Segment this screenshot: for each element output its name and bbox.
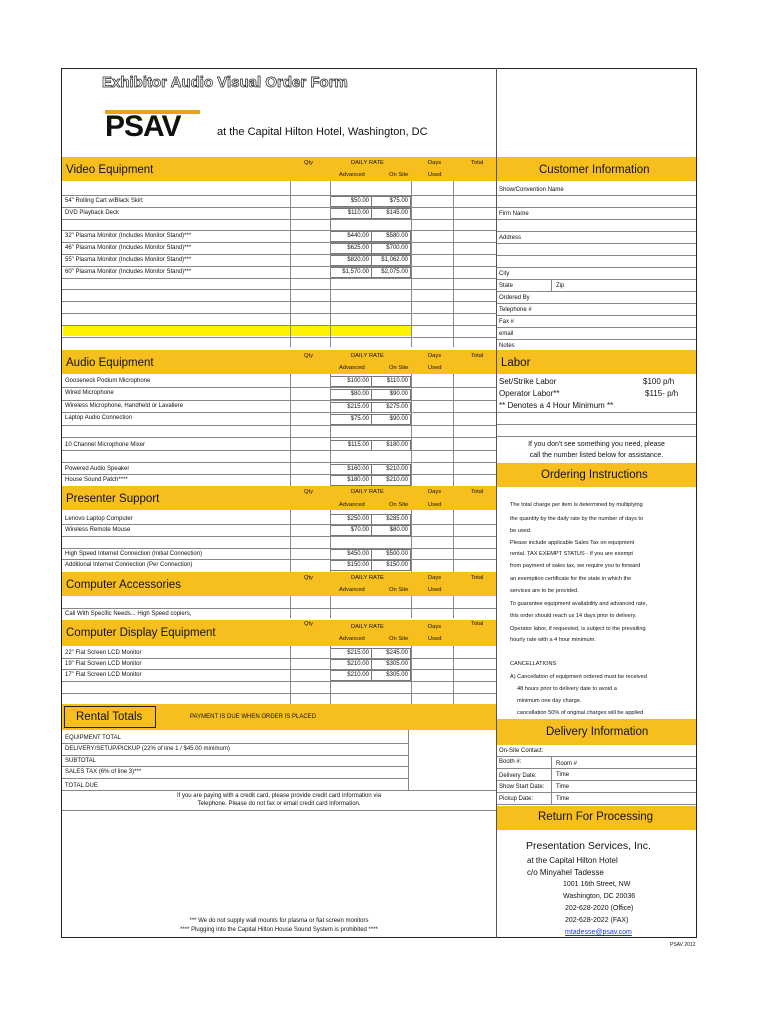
daily-rate-header: DAILY RATE [351, 624, 384, 630]
price-advanced: $210.00 [330, 670, 372, 681]
list-item: Powered Audio Speaker [65, 466, 130, 472]
list-item: 60" Plasma Monitor (Includes Monitor Stand)*** [65, 269, 192, 275]
presenter-section-title: Presenter Support [66, 493, 160, 505]
audio-section-title: Audio Equipment [66, 357, 154, 369]
daily-rate-header: DAILY RATE [351, 489, 384, 495]
field-label: City [499, 271, 510, 277]
divider [497, 327, 696, 328]
price-onsite: $145.00 [371, 208, 411, 219]
instruction-line: be used. [510, 528, 532, 534]
price-onsite: $1,062.00 [371, 255, 411, 266]
price-onsite: $245.00 [371, 648, 411, 659]
field-label: Booth #: [499, 759, 522, 765]
daily-rate-header: DAILY RATE [351, 353, 384, 359]
divider [62, 778, 408, 779]
list-item: 17" Flat Screen LCD Monitor [65, 672, 142, 678]
instruction-line: the quantity by the daily rate by the number of days to [510, 516, 644, 522]
list-item: 10 Channel Microphone Mixer [65, 442, 146, 448]
price-advanced: $180.00 [330, 475, 372, 486]
price-advanced: $215.00 [330, 648, 372, 659]
instruction-line: Operator labor, if requested, is subject to the prevailing [510, 626, 646, 632]
price-advanced: $625.00 [330, 243, 372, 254]
col-line [330, 374, 331, 486]
field-label: Address [499, 235, 522, 241]
price-onsite: $700.00 [371, 243, 411, 254]
total-line-label: EQUIPMENT TOTAL [65, 735, 121, 741]
col-line [330, 596, 331, 618]
video-section-title: Video Equipment [66, 164, 154, 176]
field-label: email [499, 331, 514, 337]
form-title: Exhibitor Audio Visual Order Form [102, 74, 348, 91]
divider [62, 658, 496, 659]
labor-note: ** Denotes a 4 Hour Minimum ** [499, 401, 614, 410]
address-line: Washington, DC 20036 [563, 893, 636, 900]
divider [497, 412, 696, 413]
divider [497, 436, 696, 437]
divider [497, 804, 696, 805]
divider [62, 437, 496, 438]
instruction-line: services are to be provided. [510, 588, 579, 594]
divider [62, 810, 496, 811]
col-line [453, 181, 454, 347]
divider [62, 755, 408, 756]
divider [497, 195, 696, 196]
price-onsite: $305.00 [371, 659, 411, 670]
used-header: Used [428, 636, 442, 642]
price-advanced: $440.00 [330, 231, 372, 242]
onsite-header: On Site [389, 172, 409, 178]
field-label: On-Site Contact: [499, 748, 544, 754]
divider [497, 267, 696, 268]
qty-header: Qty [304, 353, 314, 359]
divider [497, 255, 696, 256]
display-section-title: Computer Display Equipment [66, 627, 216, 639]
footnote: *** We do not supply wall mounts for plasma or flat screen monitors [189, 918, 369, 924]
divider [62, 219, 496, 220]
divider [62, 313, 496, 314]
price-onsite: $80.00 [371, 525, 411, 536]
days-header: Days [428, 624, 442, 630]
field-label: Firm Name [499, 211, 529, 217]
address-line: at the Capital Hilton Hotel [527, 856, 618, 865]
daily-rate-header: DAILY RATE [351, 575, 384, 581]
field-label: Time [556, 772, 570, 778]
divider [497, 424, 696, 425]
divider [62, 608, 496, 609]
field-label: Delivery Date: [499, 773, 537, 779]
divider [497, 291, 696, 292]
field-label: Time [556, 784, 570, 790]
field-label: Ordered By [499, 295, 530, 301]
labor-price: $100 p/h [643, 377, 675, 386]
daily-rate-header: DAILY RATE [351, 160, 384, 166]
divider [62, 425, 496, 426]
divider [497, 303, 696, 304]
divider [62, 548, 496, 549]
col-line [290, 374, 291, 486]
divider [497, 207, 696, 208]
divider [62, 195, 496, 196]
divider [62, 387, 496, 388]
list-item: 54" Rolling Cart w/Black Skirt [65, 198, 143, 204]
divider [62, 693, 496, 694]
divider [497, 219, 696, 220]
price-advanced: $80.00 [330, 389, 372, 400]
divider [497, 243, 696, 244]
divider [62, 536, 496, 537]
price-advanced: $75.00 [330, 414, 372, 425]
field-label: Show Start Date: [499, 784, 545, 790]
col-line [411, 181, 412, 347]
divider [62, 301, 496, 302]
divider [62, 337, 496, 338]
labor-label: Operator Labor** [499, 389, 560, 398]
onsite-header: On Site [389, 365, 409, 371]
total-header: Total [471, 353, 484, 359]
instruction-line: To guarantee equipment availability and advanced rate, [510, 601, 648, 607]
used-header: Used [428, 172, 442, 178]
price-onsite: $285.00 [371, 514, 411, 525]
list-item: 55" Plasma Monitor (Includes Monitor Stand)*** [65, 257, 192, 263]
address-line: 1001 16th Street, NW [563, 881, 631, 888]
days-header: Days [428, 353, 442, 359]
divider [62, 743, 408, 744]
price-advanced: $100.00 [330, 376, 372, 387]
days-header: Days [428, 489, 442, 495]
rental-section-title: Rental Totals [76, 711, 143, 723]
return-section-title: Return For Processing [538, 811, 654, 823]
price-onsite: $580.00 [371, 231, 411, 242]
price-advanced: $450.00 [330, 549, 372, 560]
used-header: Used [428, 502, 442, 508]
divider [497, 279, 696, 280]
divider [62, 474, 496, 475]
price-advanced: $215.00 [330, 402, 372, 413]
total-header: Total [471, 575, 484, 581]
list-item: 22" Flat Screen LCD Monitor [65, 650, 142, 656]
instruction-line: minimum one day charge. [517, 698, 582, 704]
divider [62, 207, 496, 208]
col-line [330, 181, 331, 347]
divider [62, 669, 496, 670]
list-item: High Speed Internet Connection (Initial Connection) [65, 551, 203, 557]
divider [62, 412, 496, 413]
list-item: 19" Flat Screen LCD Monitor [65, 661, 142, 667]
price-advanced: $250.00 [330, 514, 372, 525]
list-item: 32" Plasma Monitor (Includes Monitor Stand)*** [65, 233, 192, 239]
qty-header: Qty [304, 160, 314, 166]
venue-line: at the Capital Hilton Hotel, Washington, DC [217, 126, 428, 138]
col-line [411, 510, 412, 572]
field-label: Telephone # [499, 307, 532, 313]
used-header: Used [428, 587, 442, 593]
instruction-line: Please include applicable Sales Tax on equipment [510, 540, 635, 546]
price-onsite: $180.00 [371, 440, 411, 451]
price-onsite: $275.00 [371, 402, 411, 413]
help-text: call the number listed below for assistance. [529, 452, 664, 459]
email-link[interactable]: mtadesse@psav.com [565, 929, 632, 936]
total-value-box[interactable] [408, 730, 497, 790]
psav-logo [105, 108, 215, 138]
price-advanced: $70.00 [330, 525, 372, 536]
col-line [290, 646, 291, 704]
col-line [551, 279, 552, 291]
help-text: If you don't see something you need, please [528, 441, 665, 448]
highlight-row [63, 326, 411, 336]
total-header: Total [471, 160, 484, 166]
divider [62, 681, 496, 682]
col-line [453, 646, 454, 704]
col-line [290, 510, 291, 572]
instruction-line: rental. TAX EXEMPT STATUS - If you are exempt [510, 551, 633, 557]
price-advanced: $50.00 [330, 196, 372, 207]
advanced-header: Advanced [339, 636, 365, 642]
instruction-line: hourly rate with a 4 hour minimum. [510, 637, 596, 643]
field-label: Pickup Date: [499, 796, 534, 802]
price-advanced: $150.00 [330, 560, 372, 571]
list-item: Gooseneck Podium Microphone [65, 378, 151, 384]
list-item: Call With Specific Needs... High Speed copiers, [65, 611, 192, 617]
col-line [330, 646, 331, 704]
divider [62, 524, 496, 525]
ordering-section-title: Ordering Instructions [541, 469, 648, 481]
list-item: Additional Internet Connection (Per Connection) [65, 562, 193, 568]
list-item: DVD Playback Deck [65, 210, 120, 216]
divider [497, 231, 696, 232]
onsite-header: On Site [389, 502, 409, 508]
total-line-label: SALES TAX (6% of line 3)*** [65, 769, 142, 775]
price-onsite: $305.00 [371, 670, 411, 681]
days-header: Days [428, 575, 442, 581]
instruction-line: 48 hours prior to delivery date to avoid a [517, 686, 617, 692]
divider [497, 339, 696, 340]
col-line [330, 510, 331, 572]
onsite-header: On Site [389, 636, 409, 642]
col-line [411, 646, 412, 704]
instruction-line: from payment of sales tax, we require you to forward [510, 563, 641, 569]
price-advanced: $110.00 [330, 208, 372, 219]
payment-note: PAYMENT IS DUE WHEN ORDER IS PLACED [190, 714, 317, 720]
price-onsite: $75.00 [371, 196, 411, 207]
col-line [290, 596, 291, 618]
address-line: 202-628-2022 (FAX) [565, 917, 629, 924]
field-label: Time [556, 796, 570, 802]
price-onsite: $150.00 [371, 560, 411, 571]
list-item: 46" Plasma Monitor (Includes Monitor Stand)*** [65, 245, 192, 251]
field-label: State [499, 283, 514, 289]
instruction-line: The total charge per item is determined by multiplying [510, 502, 643, 508]
divider [62, 266, 496, 267]
total-header: Total [471, 489, 484, 495]
used-header: Used [428, 365, 442, 371]
col-line [551, 756, 552, 804]
logo-text: PSAV [105, 110, 181, 138]
divider [62, 790, 496, 791]
price-onsite: $2,075.00 [371, 267, 411, 278]
advanced-header: Advanced [339, 502, 365, 508]
instruction-line: this order should reach us 14 days prior to delivery. [510, 613, 637, 619]
list-item: Wireless Remote Mouse [65, 527, 131, 533]
price-advanced: $115.00 [330, 440, 372, 451]
accessories-section-title: Computer Accessories [66, 579, 182, 591]
address-line: 202-628-2020 (Office) [565, 905, 634, 912]
list-item: House Sound Patch**** [65, 477, 128, 483]
field-label: Zip [556, 283, 565, 289]
price-onsite: $210.00 [371, 475, 411, 486]
price-advanced: $820.00 [330, 255, 372, 266]
advanced-header: Advanced [339, 365, 365, 371]
qty-header: Qty [304, 489, 314, 495]
price-onsite: $500.00 [371, 549, 411, 560]
total-line-label: SUBTOTAL [65, 758, 97, 764]
onsite-header: On Site [389, 587, 409, 593]
total-header: Total [471, 621, 484, 627]
version-label: PSAV 2012 [670, 942, 696, 948]
divider [497, 315, 696, 316]
price-onsite: $110.00 [371, 376, 411, 387]
price-advanced: $160.00 [330, 464, 372, 475]
field-label: Notes [499, 343, 515, 349]
list-item: Wired Microphone [65, 390, 114, 396]
advanced-header: Advanced [339, 172, 365, 178]
divider [62, 230, 496, 231]
list-item: Wireless Microphone, Handheld or Lavaliere [65, 403, 184, 409]
instruction-line: cancellation 50% of original charges will be applied [517, 710, 644, 716]
advanced-header: Advanced [339, 587, 365, 593]
customer-section-title: Customer Information [539, 164, 650, 176]
divider [497, 780, 696, 781]
instruction-line: an exemption certificate for the state in which the [510, 576, 632, 582]
field-label: Fax # [499, 319, 515, 325]
address-line: c/o Minyahel Tadesse [527, 868, 604, 877]
price-onsite: $90.00 [371, 389, 411, 400]
price-onsite: $210.00 [371, 464, 411, 475]
labor-section-title: Labor [501, 357, 531, 369]
col-line [453, 596, 454, 618]
col-line [290, 181, 291, 347]
qty-header: Qty [304, 575, 314, 581]
list-item: Lenovo Laptop Computer [65, 516, 133, 522]
divider [62, 400, 496, 401]
col-line [453, 374, 454, 486]
divider [62, 462, 496, 463]
divider [62, 242, 496, 243]
company-name: Presentation Services, Inc. [526, 840, 651, 852]
divider [62, 278, 496, 279]
divider [497, 768, 696, 769]
instruction-line: A) Cancellation of equipment ordered must be received [510, 674, 647, 680]
divider [62, 289, 496, 290]
card-note: Telephone. Please do not fax or email credit card information. [197, 801, 361, 807]
divider [62, 766, 408, 767]
days-header: Days [428, 160, 442, 166]
total-line-label: DELIVERY/SETUP/PICKUP (22% of line 1 / $45.00 minimum) [65, 746, 230, 752]
divider [62, 254, 496, 255]
divider [497, 792, 696, 793]
field-label: Room # [556, 761, 578, 767]
col-line [411, 374, 412, 486]
labor-label: Set/Strike Labor [499, 377, 557, 386]
divider [62, 559, 496, 560]
price-onsite: $90.00 [371, 414, 411, 425]
divider [62, 450, 496, 451]
delivery-section-title: Delivery Information [546, 726, 649, 738]
list-item: Laptop Audio Connection [65, 415, 133, 421]
labor-price: $115- p/h [645, 389, 679, 398]
footnote: **** Plugging into the Capital Hilton House Sound System is prohibited **** [180, 927, 378, 933]
card-note: If you are paying with a credit card, please provide credit card information via [176, 793, 382, 799]
price-advanced: $210.00 [330, 659, 372, 670]
divider [497, 756, 696, 757]
qty-header: Qty [304, 621, 314, 627]
col-line [453, 510, 454, 572]
col-line [411, 596, 412, 618]
price-advanced: $1,570.00 [330, 267, 372, 278]
instruction-line: CANCELLATIONS [510, 661, 557, 667]
total-line-label: TOTAL DUE [65, 783, 98, 789]
field-label: Show/Convention Name [499, 187, 564, 193]
